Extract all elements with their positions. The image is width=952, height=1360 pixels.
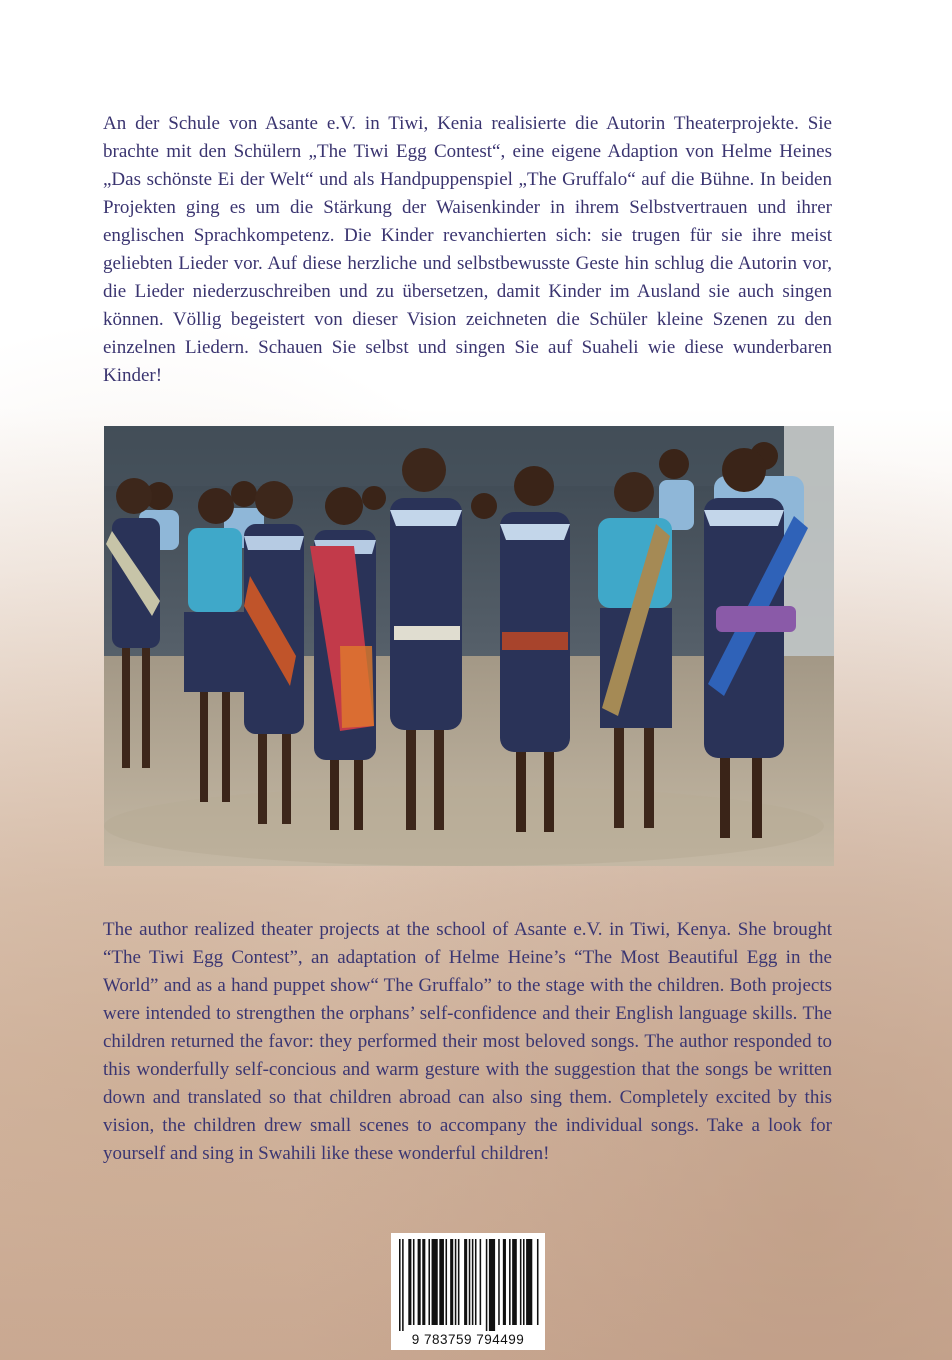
barcode-bar (432, 1239, 438, 1325)
barcode-bar (428, 1239, 430, 1325)
barcode-bar (458, 1239, 460, 1325)
barcode-bar (503, 1239, 506, 1325)
barcode-bar (422, 1239, 425, 1325)
barcode-bar (446, 1239, 448, 1325)
barcode-bar (469, 1239, 471, 1325)
barcode-bar (418, 1239, 421, 1325)
barcode-bar (408, 1239, 411, 1325)
barcode-bar (512, 1239, 517, 1325)
barcode-bar (399, 1239, 401, 1331)
barcode-bar (455, 1239, 457, 1325)
barcode-bar (439, 1239, 444, 1325)
barcode-bar (413, 1239, 415, 1325)
barcode-bar (509, 1239, 511, 1325)
barcode-bar (537, 1239, 539, 1325)
barcode-bar (486, 1239, 488, 1331)
barcode-bar (475, 1239, 477, 1325)
barcode-bar (464, 1239, 467, 1325)
children-photo (104, 426, 834, 866)
barcode-bar (520, 1239, 522, 1325)
isbn-barcode (391, 1233, 545, 1350)
german-blurb: An der Schule von Asante e.V. in Tiwi, Kenia realisierte die Autorin Theaterprojekte. Sie brachte mit den Schülern „The Tiwi Egg Contest“, eine eigene Adaption von Helme Heines „Das schönste Ei der Welt“ und als Handpuppenspiel „The Gruffalo“ auf die Bühne. In beiden Projekten ging es um die Stärkung der Waisenkinder in ihrem Selbstvertrauen und ihrer englischen Sprachkompetenz. Die Kinder revanchierten sich: sie trugen für sie ihre meist geliebten Lieder vor. Auf diese herzliche und selbstbewusste Geste hin schlug die Autorin vor, die Lieder niederzuschreiben und zu übersetzen, damit Kinder im Ausland sie auch singen können. Völlig begeistert von dieser Vision zeichneten die Schüler kleine Szenen zu den einzelnen Liedern. Schauen Sie selbst und singen Sie auf Suaheli wie diese wunderbaren Kinder! (103, 113, 832, 386)
barcode-bars (397, 1239, 539, 1331)
barcode-bar (472, 1239, 474, 1325)
barcode-bar (526, 1239, 532, 1325)
barcode-number: 9 783759 794499 (411, 1332, 525, 1347)
english-blurb: The author realized theater projects at the school of Asante e.V. in Tiwi, Kenya. She brought “The Tiwi Egg Contest”, an adaptation of Helme Heine’s “The Most Beautiful Egg in the World” and as a hand puppet show“ The Gruffalo” to the stage with the children. Both projects were intended to strengthen the orphans’ self-confidence and their English language skills. The children returned the favor: they performed their most beloved songs. The author responded to this wonderfully self-concious and warm gesture with the suggestion that the songs be written down and translated so that children abroad can also sing them. Completely excited by this vision, the children drew small scenes to accompany the individual songs. Take a look for yourself and sing in Swahili like these wonderful children! (103, 919, 832, 1164)
barcode-bar (480, 1239, 482, 1325)
barcode-bar (450, 1239, 453, 1325)
barcode-bar (523, 1239, 525, 1325)
barcode-bar (498, 1239, 500, 1325)
barcode-bar (402, 1239, 404, 1331)
barcode-bar (489, 1239, 495, 1331)
